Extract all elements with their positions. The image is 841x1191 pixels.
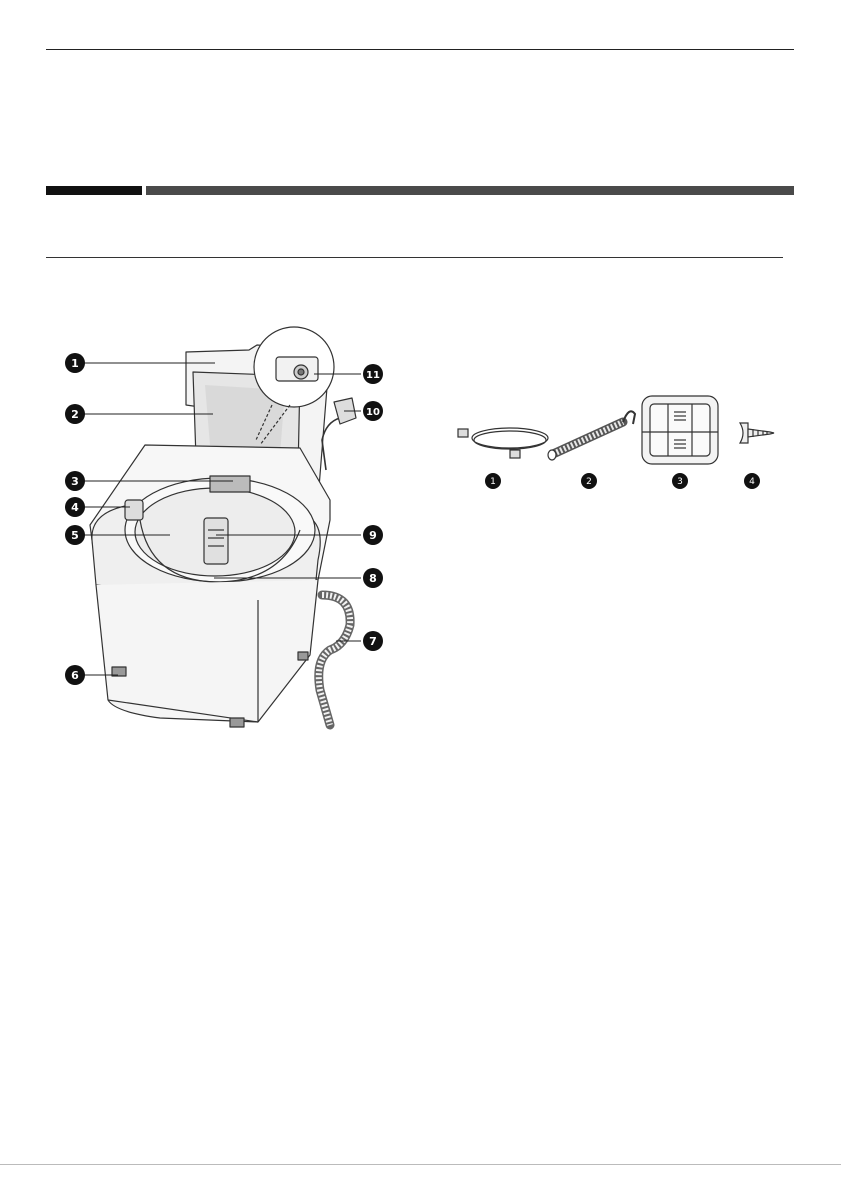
accessory-callout-3: [671, 472, 689, 490]
svg-text:9: 9: [369, 529, 377, 542]
washer-callout-4: [64, 496, 86, 518]
svg-text:7: 7: [369, 635, 377, 648]
svg-text:11: 11: [366, 370, 380, 381]
washer-callout-7: [362, 630, 384, 652]
accessory-callout-2: [580, 472, 598, 490]
svg-text:4: 4: [749, 477, 755, 487]
washer-callout-5: [64, 524, 86, 546]
footer-rule: [0, 1164, 841, 1165]
accessory-callout-1: [484, 472, 502, 490]
washer-callout-11: [361, 363, 385, 385]
svg-text:2: 2: [586, 477, 592, 487]
washer-callout-6: [64, 664, 86, 686]
svg-text:1: 1: [490, 477, 496, 487]
washer-callout-1: [64, 352, 86, 374]
svg-text:3: 3: [677, 477, 683, 487]
accessory-inlet-hose-illustration: [455, 416, 555, 466]
svg-text:1: 1: [71, 357, 79, 370]
washer-callout-2: [64, 403, 86, 425]
washer-callout-10: [361, 400, 385, 422]
washer-callout-8: [362, 567, 384, 589]
accessory-callout-4: [743, 472, 761, 490]
accessory-floor-cover-illustration: [638, 392, 722, 468]
svg-text:3: 3: [71, 475, 79, 488]
svg-text:6: 6: [71, 669, 79, 682]
svg-text:5: 5: [71, 529, 79, 542]
washer-callout-3: [64, 470, 86, 492]
svg-text:8: 8: [369, 572, 377, 585]
washer-callout-9: [362, 524, 384, 546]
accessory-drain-hose-illustration: [545, 402, 645, 462]
svg-text:4: 4: [71, 501, 79, 514]
svg-text:10: 10: [366, 407, 380, 418]
accessory-screw-illustration: [736, 421, 776, 445]
svg-text:2: 2: [71, 408, 79, 421]
